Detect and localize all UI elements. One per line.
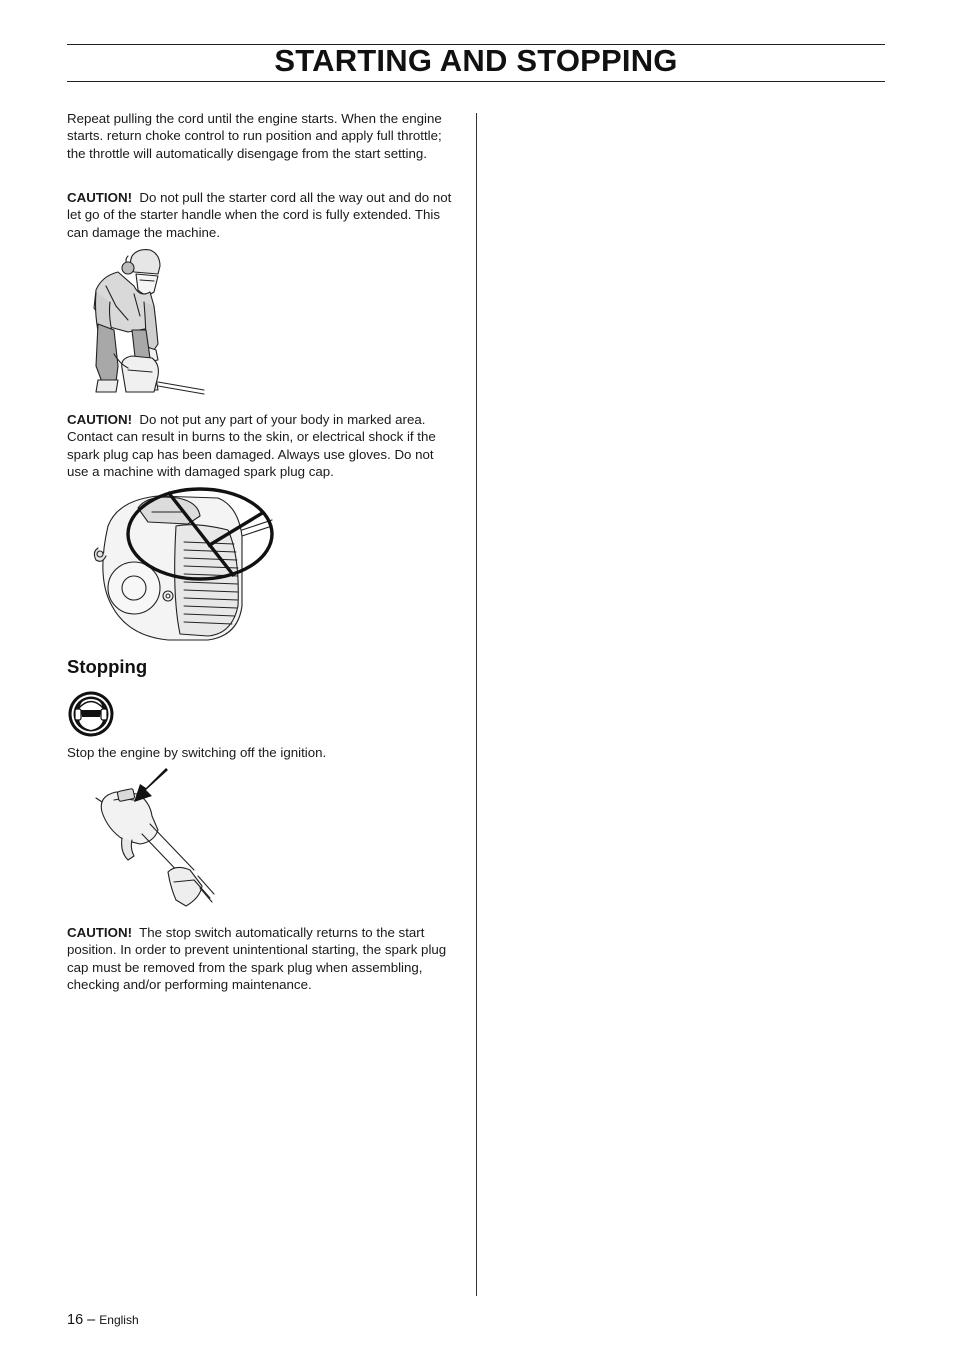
page-title: STARTING AND STOPPING	[274, 43, 678, 78]
figure-operator-starting	[88, 246, 206, 398]
caution-label: CAUTION!	[67, 190, 132, 205]
section-heading-stopping: Stopping	[67, 656, 148, 677]
paragraph-stop-engine: Stop the engine by switching off the ignition.	[67, 745, 327, 760]
caution-label: CAUTION!	[67, 412, 132, 427]
page-language: English	[99, 1313, 139, 1327]
ear-eye-protection-icon	[67, 690, 115, 738]
column-divider	[476, 113, 477, 1296]
figure-spark-plug-prohibited-area	[88, 486, 276, 644]
page-footer	[67, 1312, 139, 1328]
caution-marked-area	[67, 411, 457, 481]
caution-stop-switch	[67, 924, 457, 994]
caution-text: Do not pull the starter cord all the way out and do not let go of the starter handle when the cord is fully extended. This can damage the machine.	[67, 190, 452, 240]
figure-stop-switch-handle	[94, 768, 218, 912]
caution-text: Do not put any part of your body in marked area. Contact can result in burns to the skin, or electrical shock if the spark plug cap has been damaged. Always use gloves. Do not use a machine with damaged spark plug cap.	[67, 412, 436, 480]
paragraph-repeat-pulling: Repeat pulling the cord until the engine starts. When the engine starts. return choke control to run position and apply full throttle; the throttle will automatically disengage from the start setting.	[67, 111, 442, 161]
page-number: 16 –	[67, 1312, 96, 1328]
caution-text: The stop switch automatically returns to the start position. In order to prevent unintentional starting, the spark plug cap must be removed from the spark plug when assembling, checking and/or performing maintenance.	[67, 925, 447, 993]
caution-label: CAUTION!	[67, 925, 132, 940]
caution-starter-cord	[67, 189, 457, 241]
header-bottom-rule	[67, 81, 885, 82]
